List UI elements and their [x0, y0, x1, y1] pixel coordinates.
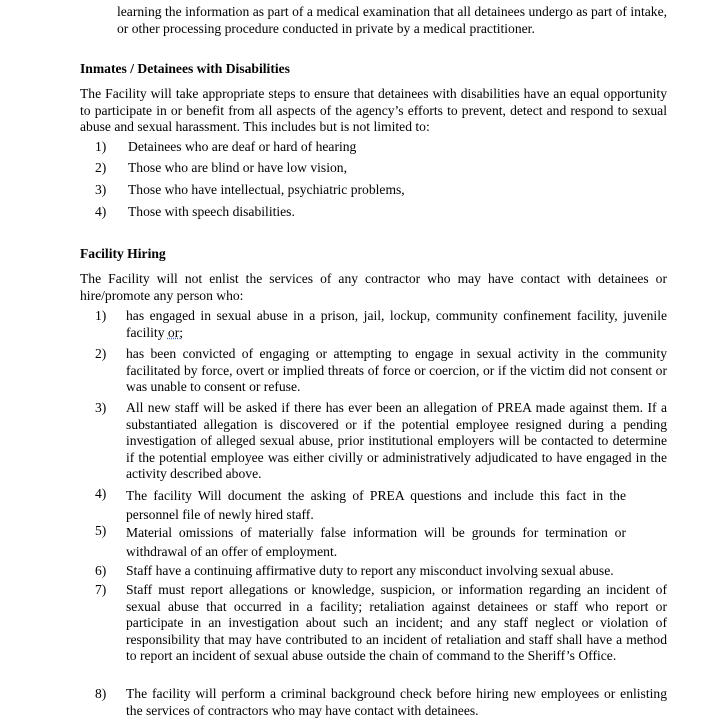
list-item-text: Those who are blind or have low vision,	[128, 160, 347, 175]
list-item-number: 2)	[95, 160, 107, 175]
list-item-number: 7)	[95, 582, 107, 597]
hiring-paragraph: The Facility will not enlist the services of any contractor who may have contact with detainees or hire/promote any person who:	[80, 271, 667, 303]
list-item-number: 3)	[95, 182, 107, 197]
list-item-number: 1)	[95, 308, 107, 323]
list-item-number: 6)	[95, 563, 107, 578]
list-item-text: The facility will perform a criminal background check before hiring new employees or enlisting the services of contractors who may have contact with detainees.	[126, 686, 667, 718]
grammar-flag: or;	[167, 324, 184, 340]
list-item-number: 8)	[95, 686, 107, 701]
list-item-body: has engaged in sexual abuse in a prison, jail, lockup, community confinement facility, juvenile facility	[126, 308, 667, 340]
section-heading-hiring: Facility Hiring	[80, 246, 166, 261]
list-item-text: has been convicted of engaging or attempting to engage in sexual activity in the community facilitated by force, overt or implied threats of force or coercion, or if the victim did not consent or was unable to consent or refuse.	[126, 346, 667, 394]
list-item-number: 3)	[95, 400, 107, 415]
list-item-number: 4)	[95, 204, 107, 219]
list-item-text: Those who have intellectual, psychiatric problems,	[128, 182, 405, 197]
list-item-text: Those with speech disabilities.	[128, 204, 295, 219]
list-item-number: 2)	[95, 346, 107, 361]
list-item-number: 5)	[95, 523, 107, 538]
list-item-number: 1)	[95, 139, 107, 154]
list-item-text: Staff have a continuing affirmative duty to report any misconduct involving sexual abuse.	[126, 563, 614, 578]
list-item-number: 4)	[95, 486, 107, 501]
list-item-text: The facility Will document the asking of PREA questions and include this fact in the personnel file of newly hired staff.	[126, 488, 626, 522]
list-item-text: Detainees who are deaf or hard of hearing	[128, 139, 357, 154]
list-item-text: Material omissions of materially false information will be grounds for termination or withdrawal of an offer of employment.	[126, 525, 626, 559]
list-item-text: Staff must report allegations or knowledge, suspicion, or information regarding an incident of sexual abuse that occurred in a facility; retaliation against detainees or staff who report or participate in an investigation about such an incident; and any staff neglect or violation of responsibility that may have contributed to an incident of retaliation and staff shall have a method to report an incident of sexual abuse outside the chain of command to the Sheriff’s Office.	[126, 582, 667, 663]
list-item-text: All new staff will be asked if there has ever been an allegation of PREA made against them. If a substantiated allegation is discovered or if the potential employee resigned during a pending investigation of alleged sexual abuse, prior institutional employers will be contacted to determine if the potential employee was either civilly or administratively adjudicated to have engaged in the activity described above.	[126, 400, 667, 481]
intro-paragraph: learning the information as part of a medical examination that all detainees undergo as part of intake, or other processing procedure conducted in private by a medical practitioner.	[117, 4, 667, 36]
disabilities-paragraph: The Facility will take appropriate steps to ensure that detainees with disabilities have an equal opportunity to participate in or benefit from all aspects of the agency’s efforts to prevent, detect and respond to sexual abuse and sexual harassment. This includes but is not limited to:	[80, 86, 667, 134]
section-heading-disabilities: Inmates / Detainees with Disabilities	[80, 61, 290, 76]
list-item-text	[126, 308, 667, 341]
